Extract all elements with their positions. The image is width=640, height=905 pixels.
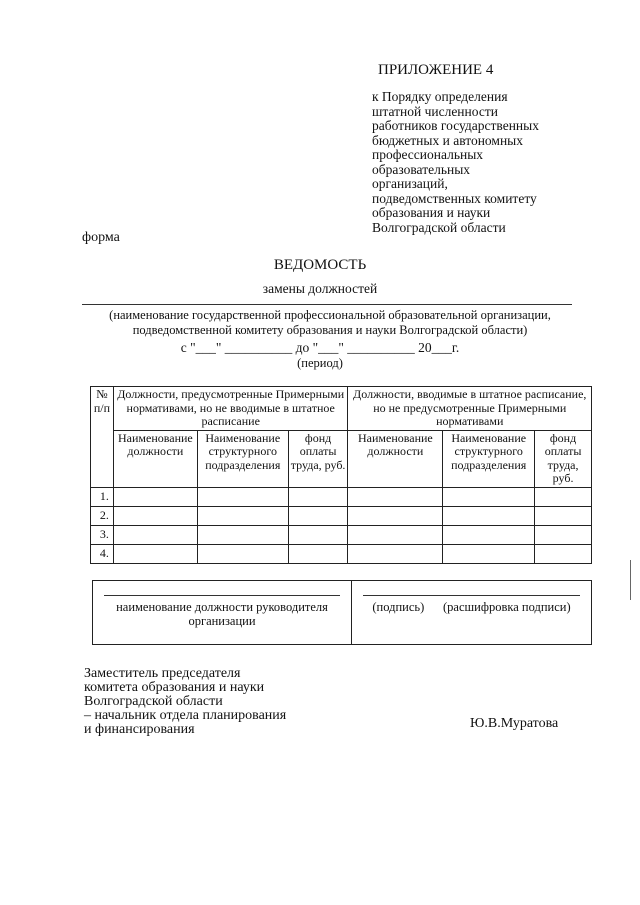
group-header-introduced: Должности, вводимые в штатное расписание, но не предусмотренные Примерными нормативами	[348, 387, 592, 431]
table-cell	[535, 544, 592, 563]
table-cell	[288, 525, 348, 544]
table-cell	[288, 544, 348, 563]
table-cell	[288, 506, 348, 525]
signature-sign-line	[363, 595, 580, 596]
table-cell	[197, 487, 288, 506]
annex-line: организаций,	[372, 176, 448, 191]
subheader-unit-name: Наименование структурного подразделения	[443, 430, 535, 487]
replacement-table	[90, 386, 592, 564]
group-header-not-introduced: Должности, предусмотренные Примерными нормативами, но не вводимые в штатное расписание	[113, 387, 348, 431]
table-cell	[348, 487, 443, 506]
signature-sign-caption: (подпись)	[372, 600, 425, 614]
document-subtitle: замены должностей	[262, 281, 378, 296]
organization-name-line	[82, 304, 572, 305]
annex-line: штатной численности	[372, 103, 498, 119]
document-title: ВЕДОМОСТЬ	[273, 257, 367, 273]
annex-line: к Порядку определения	[372, 89, 508, 104]
signature-position-caption: наименование должности руководителя организации	[116, 600, 328, 628]
table-row	[91, 544, 592, 563]
signature-block	[92, 580, 592, 645]
period-caption: (период)	[297, 356, 343, 370]
annex-line: образования и науки	[372, 205, 491, 220]
signatory-line: Волгоградской области	[84, 694, 223, 709]
table-cell	[197, 506, 288, 525]
table-cell	[443, 487, 535, 506]
signature-position-cell	[93, 581, 352, 645]
signatory-line: – начальник отдела планирования	[84, 708, 287, 723]
annex-title: ПРИЛОЖЕНИЕ 4	[378, 62, 494, 78]
column-number-header: № п/п	[91, 387, 114, 488]
signatory-position	[84, 667, 286, 737]
organization-caption-line-1: (наименование государственной профессиональной образовательной организации,	[109, 308, 551, 322]
table-cell	[288, 487, 348, 506]
subheader-wage-fund: фонд оплаты труда, руб.	[535, 430, 592, 487]
row-number: 1.	[91, 487, 114, 506]
signatory-line: и финансирования	[84, 722, 195, 737]
table-cell	[443, 506, 535, 525]
row-number: 4.	[91, 544, 114, 563]
annex-line: образовательных	[372, 161, 471, 177]
table-cell	[535, 525, 592, 544]
signature-decode-caption: (расшифровка подписи)	[443, 600, 571, 614]
signature-sign-cell	[352, 581, 592, 645]
annex-line: работников государственных	[372, 118, 539, 133]
period-line: с "___" __________ до "___" __________ 20___г.	[180, 340, 460, 355]
subheader-wage-fund: фонд оплаты труда, руб.	[288, 430, 348, 487]
table-cell	[197, 544, 288, 563]
annex-line: подведомственных комитету	[372, 190, 537, 206]
table-cell	[535, 487, 592, 506]
annex-line: профессиональных	[372, 147, 484, 162]
subheader-position-name: Наименование должности	[113, 430, 197, 487]
table-cell	[443, 544, 535, 563]
subheader-position-name: Наименование должности	[348, 430, 443, 487]
table-cell	[113, 544, 197, 563]
table-cell	[113, 487, 197, 506]
signatory-line: Заместитель председателя	[84, 666, 241, 681]
table-cell	[197, 525, 288, 544]
annex-line: бюджетных и автономных	[372, 132, 524, 148]
signatory-name: Ю.В.Муратова	[470, 716, 559, 731]
signature-position-line	[104, 595, 340, 596]
annex-reference	[372, 90, 602, 235]
table-cell	[348, 506, 443, 525]
table-cell	[113, 525, 197, 544]
table-cell	[443, 525, 535, 544]
table-cell	[348, 544, 443, 563]
form-label: форма	[82, 230, 120, 245]
organization-caption-line-2: подведомственной комитету образования и науки Волгоградской области)	[132, 323, 528, 337]
signatory-line: комитета образования и науки	[84, 680, 265, 695]
subheader-unit-name: Наименование структурного подразделения	[197, 430, 288, 487]
table-row	[91, 506, 592, 525]
table-cell	[348, 525, 443, 544]
scan-edge-mark	[630, 560, 631, 600]
table-row	[91, 487, 592, 506]
table-subheader-row	[91, 430, 592, 487]
organization-caption	[70, 308, 590, 338]
row-number: 2.	[91, 506, 114, 525]
table-header-row	[91, 387, 592, 431]
table-row	[91, 525, 592, 544]
annex-line: Волгоградской области	[372, 219, 506, 235]
table-cell	[535, 506, 592, 525]
row-number: 3.	[91, 525, 114, 544]
table-cell	[113, 506, 197, 525]
